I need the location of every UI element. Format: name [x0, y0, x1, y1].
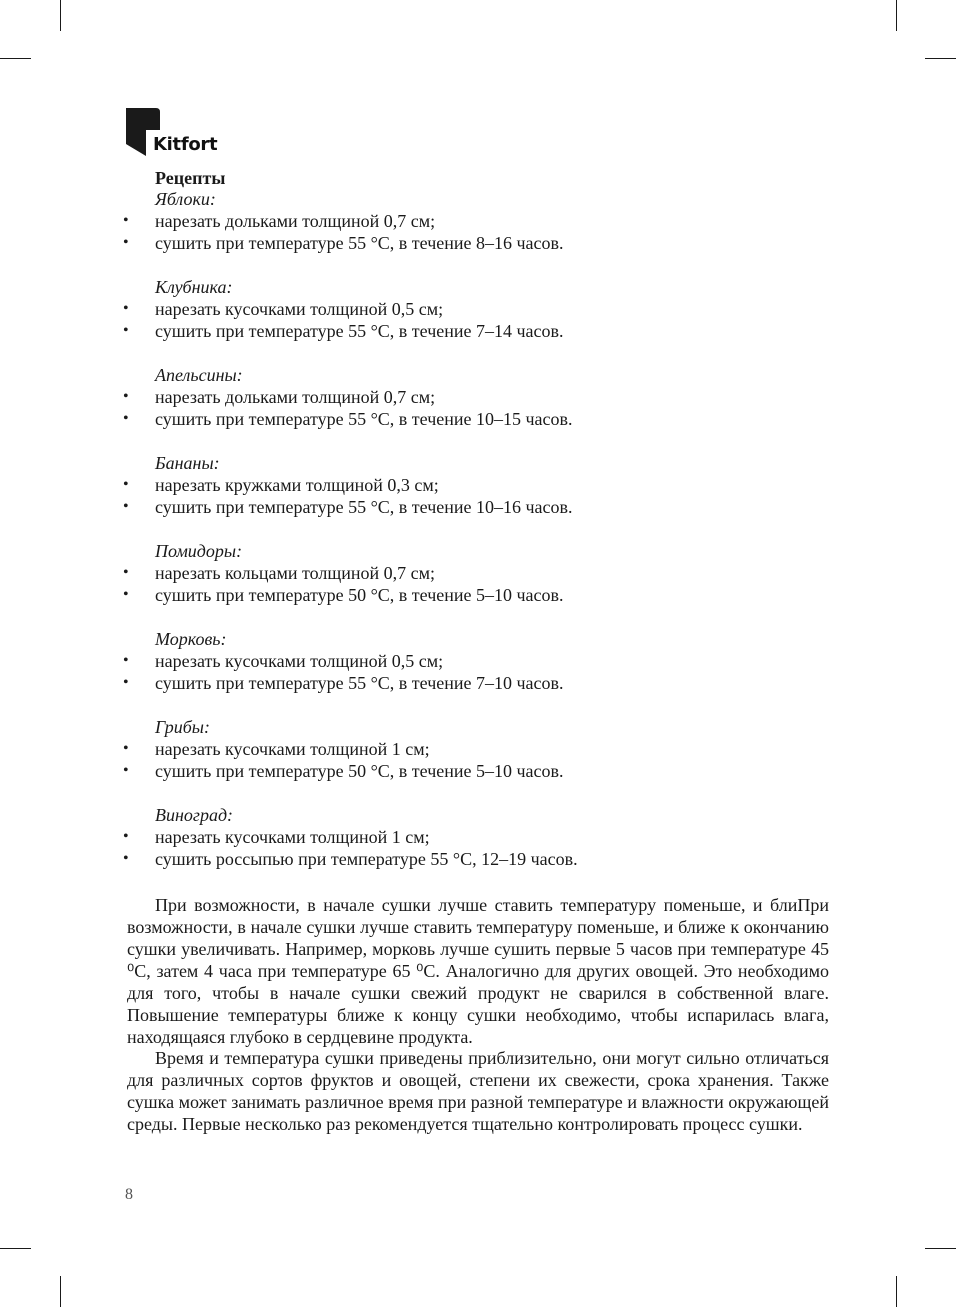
- recipe-step: • сушить при температуре 55 °С, в течение 7–14 часов.: [123, 321, 564, 341]
- recipe-item: [0, 628, 956, 716]
- bullet: •: [123, 762, 129, 779]
- recipe-name: Грибы:: [155, 717, 210, 737]
- recipe-step: • сушить россыпью при температуре 55 °С, 12–19 часов.: [123, 849, 578, 869]
- bullet: •: [123, 410, 129, 427]
- body-paragraph: При возможности, в начале сушки лучше ставить температуру поменьше, и блиПри возможности, в начале сушки лучше ставить температуру поменьше, и ближе к окончанию сушки увеличивать. Например, морковь лучше сушить первые 5 часов при температуре 45 ⁰С, затем 4 часа при температуре 65 ⁰С. Аналогично для других овощей. Это необходимо для того, чтобы в начале сушки свежий продукт не сварился в собственной влаге. Повышение температуры ближе к концу сушки необходимо, чтобы испарилась влага, находящаяся глубоко в сердцевине продукта.: [127, 895, 829, 1047]
- crop-mark-right-bottom: [925, 1248, 956, 1249]
- section-heading: Рецепты: [155, 168, 226, 188]
- bullet: •: [123, 212, 129, 229]
- bullet: •: [123, 850, 129, 867]
- bullet: •: [123, 322, 129, 339]
- recipe-name: Яблоки:: [155, 189, 216, 209]
- bullet: •: [123, 300, 129, 317]
- bullet: •: [123, 234, 129, 251]
- recipe-step: • нарезать дольками толщиной 0,7 см;: [123, 387, 436, 407]
- recipe-step: • нарезать кружками толщиной 0,3 см;: [123, 475, 439, 495]
- crop-mark-top-left: [60, 0, 61, 31]
- recipe-item: [0, 804, 956, 892]
- recipe-name: Бананы:: [155, 453, 220, 473]
- body-paragraph: Время и температура сушки приведены приблизительно, они могут сильно отличаться для различных сортов фруктов и овощей, степени их свежести, срока хранения. Также сушка может занимать различное время при разной температуре и влажности окружающей среды. Первые несколько раз рекомендуется тщательно контролировать процесс сушки.: [127, 1048, 829, 1134]
- bullet: •: [123, 388, 129, 405]
- recipe-step: • нарезать кольцами толщиной 0,7 см;: [123, 563, 435, 583]
- recipe-item: [0, 540, 956, 628]
- recipe-name: Клубника:: [155, 277, 233, 297]
- recipe-step: • сушить при температуре 55 °С, в течение 10–16 часов.: [123, 497, 573, 517]
- crop-mark-bottom-right: [896, 1276, 897, 1307]
- page-number: 8: [125, 1186, 133, 1203]
- recipe-name: Морковь:: [155, 629, 227, 649]
- recipe-step: • нарезать дольками толщиной 0,7 см;: [123, 211, 436, 231]
- recipe-name: Апельсины:: [155, 365, 243, 385]
- crop-mark-right-top: [925, 58, 956, 59]
- recipe-step: • нарезать кусочками толщиной 1 см;: [123, 739, 430, 759]
- bullet: •: [123, 564, 129, 581]
- bullet: •: [123, 498, 129, 515]
- recipe-item: [0, 716, 956, 804]
- recipe-item: [0, 276, 956, 364]
- recipe-list: [0, 188, 956, 892]
- recipe-step: • сушить при температуре 50 °С, в течение 5–10 часов.: [123, 761, 564, 781]
- recipe-item: [0, 364, 956, 452]
- bullet: •: [123, 828, 129, 845]
- crop-mark-top-right: [896, 0, 897, 31]
- bullet: •: [123, 476, 129, 493]
- recipe-step: • нарезать кусочками толщиной 0,5 см;: [123, 299, 444, 319]
- brand-name: Kitfort: [153, 134, 218, 155]
- crop-mark-left-bottom: [0, 1248, 31, 1249]
- recipe-step: • нарезать кусочками толщиной 0,5 см;: [123, 651, 444, 671]
- recipe-step: • сушить при температуре 55 °С, в течение 8–16 часов.: [123, 233, 564, 253]
- recipe-step: • сушить при температуре 50 °С, в течение 5–10 часов.: [123, 585, 564, 605]
- recipe-step: • сушить при температуре 55 °С, в течение 10–15 часов.: [123, 409, 573, 429]
- recipe-item: [0, 452, 956, 540]
- recipe-step: • нарезать кусочками толщиной 1 см;: [123, 827, 430, 847]
- recipe-name: Помидоры:: [155, 541, 243, 561]
- recipe-step: • сушить при температуре 55 °С, в течение 7–10 часов.: [123, 673, 564, 693]
- crop-mark-bottom-left: [60, 1276, 61, 1307]
- recipe-name: Виноград:: [155, 805, 234, 825]
- bullet: •: [123, 652, 129, 669]
- bullet: •: [123, 674, 129, 691]
- crop-mark-left-top: [0, 58, 31, 59]
- bullet: •: [123, 740, 129, 757]
- recipe-item: [0, 188, 956, 276]
- bullet: •: [123, 586, 129, 603]
